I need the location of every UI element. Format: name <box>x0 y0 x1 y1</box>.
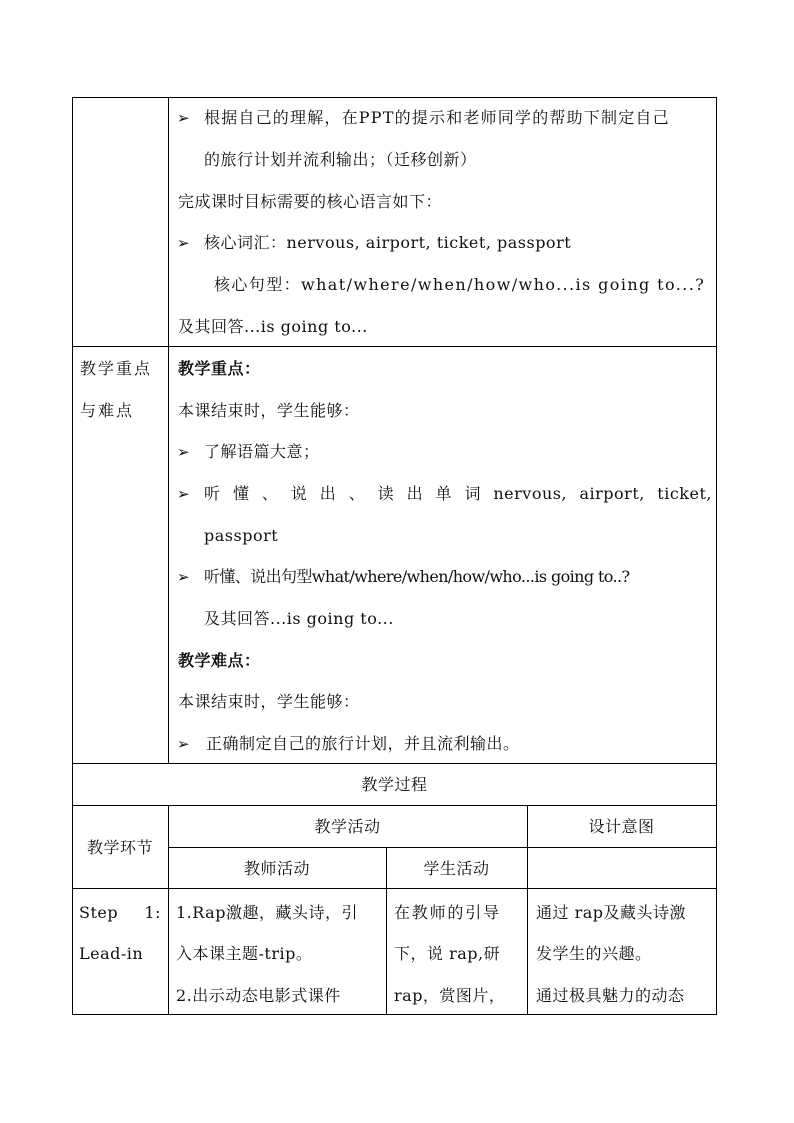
bullet-arrow-icon: ➢ <box>177 485 190 503</box>
step1-student-line2: 下，说 rap,研 <box>394 944 501 963</box>
core-sentence-pattern: 核心句型：what/where/when/how/who...is going to...? <box>214 275 706 294</box>
step1-stage-line2: Lead-in <box>79 944 144 963</box>
bullet-arrow-icon: ➢ <box>177 568 190 586</box>
core-answer: 及其回答...is going to... <box>178 317 368 336</box>
justified-word: 听 <box>204 484 221 503</box>
step1-stage-line1 <box>79 903 161 923</box>
step1-teacher-line3: 2.出示动态电影式课件 <box>176 986 341 1005</box>
col-divider <box>168 97 169 764</box>
bullet-arrow-icon: ➢ <box>177 109 190 127</box>
header-stage: 教学环节 <box>86 838 153 857</box>
bullet-arrow-icon: ➢ <box>177 234 190 252</box>
process-title: 教学过程 <box>361 775 428 794</box>
focus-bullet2-line1 <box>204 484 712 504</box>
step1-intent-line3: 通过极具魅力的动态 <box>536 986 685 1005</box>
justified-word: 出 <box>406 484 424 503</box>
step1-intent-line1: 通过 rap及藏头诗激 <box>536 903 687 922</box>
header-student-activity: 学生活动 <box>423 859 490 878</box>
row-label-key-points: 教学重点 <box>80 359 153 378</box>
focus-bullet1: 了解语篇大意； <box>204 442 320 461</box>
justified-word: 、 <box>261 484 279 503</box>
core-language-intro: 完成课时目标需要的核心语言如下： <box>178 192 443 211</box>
objective-bullet1-line1: 根据自己的理解，在PPT的提示和老师同学的帮助下制定自己 <box>204 108 670 127</box>
step1-intent-line2: 发学生的兴趣。 <box>536 944 652 963</box>
justified-word: nervous, <box>493 484 568 503</box>
row-label-difficulties: 与难点 <box>80 401 135 420</box>
step-label: Step <box>79 903 119 922</box>
bullet-arrow-icon: ➢ <box>177 443 190 461</box>
focus-title: 教学重点： <box>178 359 261 378</box>
header-teacher-activity: 教师活动 <box>243 859 310 878</box>
justified-word: 词 <box>464 484 481 503</box>
step1-student-line1: 在教师的引导 <box>394 903 501 922</box>
focus-intro: 本课结束时，学生能够： <box>178 401 360 420</box>
focus-bullet3-line2: 及其回答...is going to... <box>204 609 394 628</box>
justified-word: airport, <box>579 484 645 503</box>
step1-teacher-line2: 入本课主题-trip。 <box>176 944 313 963</box>
difficulty-intro: 本课结束时，学生能够： <box>178 692 360 711</box>
justified-word: 读 <box>377 484 395 503</box>
justified-word: 单 <box>435 484 453 503</box>
objective-bullet1-line2: 的旅行计划并流利输出；（迁移创新） <box>204 150 477 169</box>
step1-student-line3: rap，赏图片， <box>394 986 506 1005</box>
focus-bullet2-line2: passport <box>204 526 279 545</box>
difficulty-title: 教学难点： <box>178 651 261 670</box>
core-vocabulary: 核心词汇：nervous, airport, ticket, passport <box>204 233 572 252</box>
justified-word: 说 <box>290 484 308 503</box>
justified-word: 懂 <box>232 484 250 503</box>
bullet-arrow-icon: ➢ <box>177 735 190 753</box>
difficulty-bullet1: 正确制定自己的旅行计划，并且流利输出。 <box>206 734 520 753</box>
header-activity: 教学活动 <box>314 817 381 836</box>
step1-teacher-line1: 1.Rap激趣，藏头诗，引 <box>176 903 358 922</box>
justified-word: 出 <box>319 484 337 503</box>
table-border-left <box>72 97 73 1015</box>
justified-word: ticket, <box>657 484 712 503</box>
header-intent: 设计意图 <box>588 817 655 836</box>
step-number: 1: <box>144 903 161 922</box>
table-border-right <box>716 97 717 1015</box>
row-divider <box>168 847 717 848</box>
focus-bullet3-line1: 听懂、说出句型what/where/when/how/who...is going to..? <box>204 567 630 586</box>
justified-word: 、 <box>348 484 366 503</box>
